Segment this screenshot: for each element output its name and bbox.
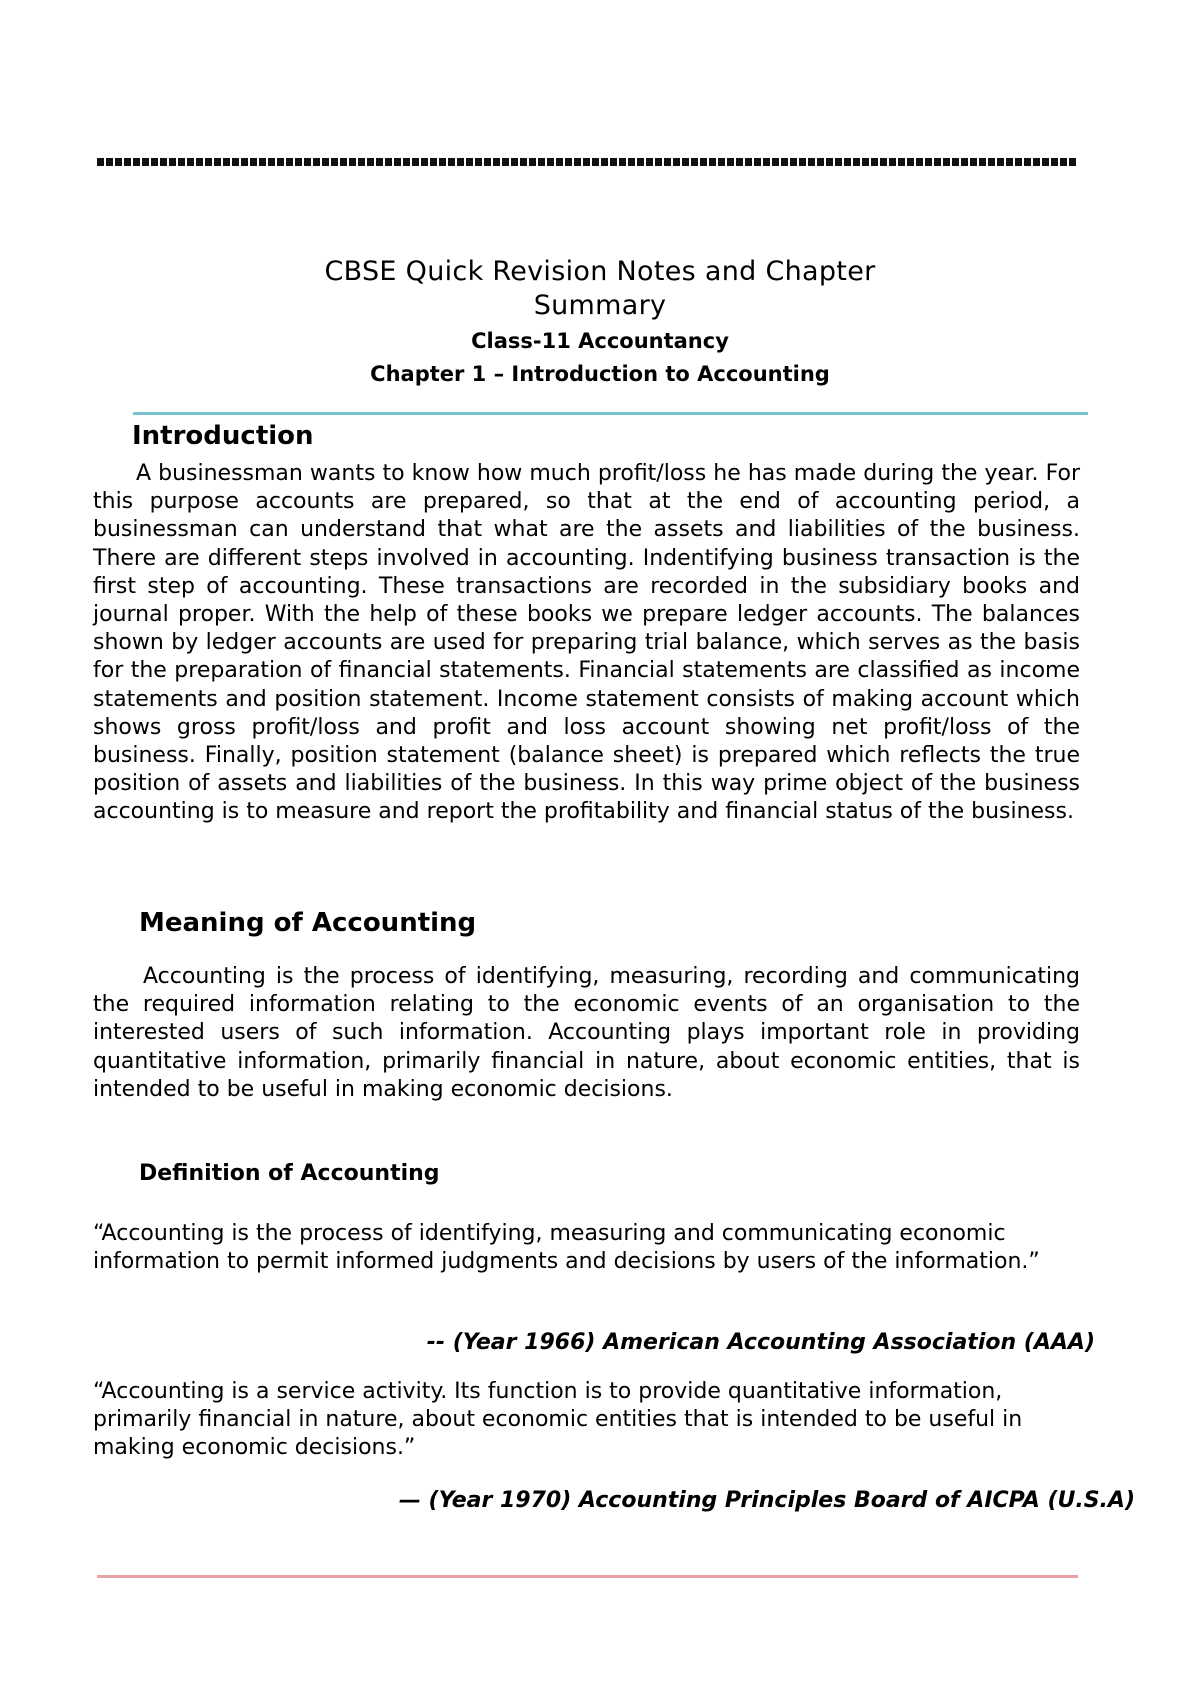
- chapter-label: Chapter 1 – Introduction to Accounting: [370, 362, 830, 386]
- top-dashed-divider: [97, 158, 1078, 166]
- definition-attribution-aicpa: — (Year 1970) Accounting Principles Board of AICPA (U.S.A): [398, 1488, 1135, 1513]
- document-title-line1: CBSE Quick Revision Notes and Chapter: [324, 256, 876, 287]
- header-divider: [133, 412, 1088, 415]
- introduction-paragraph: A businessman wants to know how much profit/loss he has made during the year. For this purpose accounts are prepared, so that at the end of accounting period, a businessman can understand that what are the assets and liabilities of the business. There are different steps involved in accounting. Indentifying business transaction is the first step of accounting. These transactions are recorded in the subsidiary books and journal proper. With the help of these books we prepare ledger accounts. The balances shown by ledger accounts are used for preparing trial balance, which serves as the basis for the preparation of financial statements. Financial statements are classified as income statements and position statement. Income statement consists of making account which shows gross profit/loss and profit and loss account showing net profit/loss of the business. Finally, position statement (balance sheet) is prepared which reflects the true position of assets and liabilities of the business. In this way prime object of the business accounting is to measure and report the profitability and financial status of the business.: [93, 461, 1080, 825]
- title-block: [0, 255, 1200, 391]
- document-title-line2: Summary: [533, 290, 667, 321]
- meaning-paragraph: Accounting is the process of identifying, measuring, recording and communicating the required information relating to the economic events of an organisation to the interested users of such information. Accounting plays important role in providing quantitative information, primarily financial in nature, about economic entities, that is intended to be useful in making economic decisions.: [93, 964, 1080, 1102]
- meaning-heading: Meaning of Accounting: [139, 908, 477, 938]
- definition-heading: Definition of Accounting: [139, 1161, 440, 1186]
- introduction-heading: Introduction: [132, 421, 314, 451]
- definition-attribution-aaa: -- (Year 1966) American Accounting Association (AAA): [426, 1330, 1095, 1355]
- definition-quote-aaa: “Accounting is the process of identifying, measuring and communicating economic information to permit informed judgments and decisions by users of the information.”: [93, 1221, 1040, 1274]
- definition-quote-aicpa: “Accounting is a service activity. Its function is to provide quantitative information, primarily financial in nature, about economic entities that is intended to be useful in making economic decisions.”: [93, 1379, 1023, 1460]
- class-label: Class-11 Accountancy: [471, 329, 729, 353]
- footer-divider: [97, 1575, 1078, 1578]
